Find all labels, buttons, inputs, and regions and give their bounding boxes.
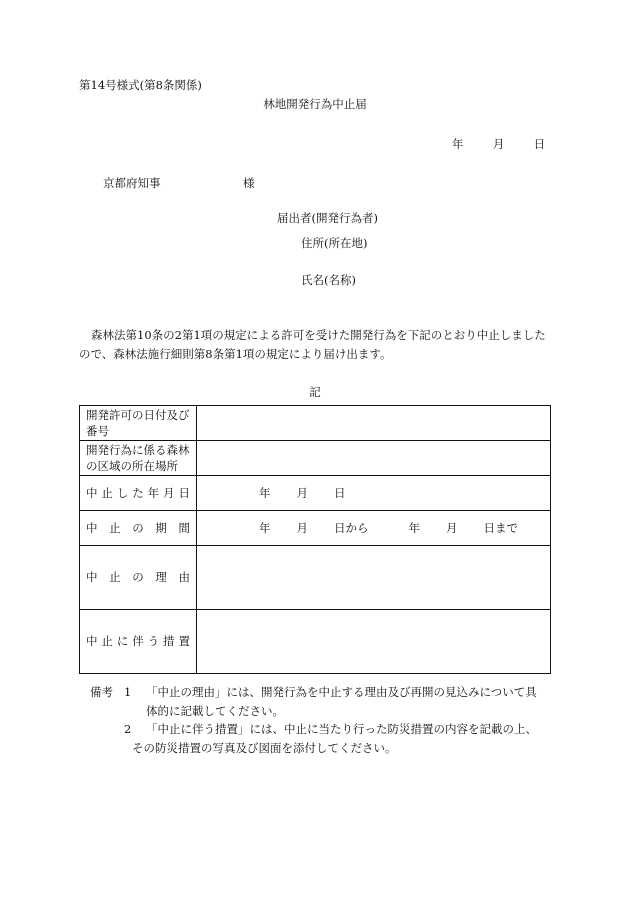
- addressee-name: 京都府知事: [103, 176, 161, 190]
- report-table: [79, 405, 551, 674]
- row-label-reason: 中 止 の 理 由: [80, 546, 197, 610]
- date-month: 月: [492, 137, 505, 151]
- ki-heading: 記: [309, 385, 321, 399]
- remarks: [90, 683, 560, 758]
- note-1-line-2: 体的に記載してください。: [146, 703, 284, 718]
- field-permit[interactable]: [197, 406, 551, 441]
- body-paragraph: [79, 326, 549, 363]
- field-stop-date[interactable]: 年 月 日: [197, 476, 551, 511]
- note-number: 1: [124, 685, 132, 699]
- field-measures[interactable]: [197, 610, 551, 674]
- row-label-location: 開発行為に係る森林 の区域の所在場所: [80, 441, 197, 476]
- row-label-permit: 開発許可の日付及び 番号: [80, 406, 197, 441]
- row-label-stop-period: 中 止 の 期 間: [80, 511, 197, 546]
- form-number: 第14号様式(第8条関係): [79, 78, 202, 92]
- note-2-line-2: その防災措置の写真及び図面を添付してください。: [132, 740, 397, 755]
- table-row: [80, 546, 551, 610]
- table-row: [80, 610, 551, 674]
- applicant-name-label: 氏名(名称): [301, 273, 356, 287]
- table-row: [80, 511, 551, 546]
- body-line-1: 森林法第10条の2第1項の規定による許可を受けた開発行為を下記のとおり中止しました: [91, 328, 546, 342]
- row-label-stop-date: 中 止 し た 年 月 日: [80, 476, 197, 511]
- submission-date: [452, 137, 545, 152]
- field-reason[interactable]: [197, 546, 551, 610]
- applicant-address-label: 住所(所在地): [301, 236, 368, 250]
- field-stop-period[interactable]: 年 月 日から 年 月 日まで: [197, 511, 551, 546]
- page-title: 林地開発行為中止届: [263, 97, 367, 111]
- field-location[interactable]: [197, 441, 551, 476]
- table-row: [80, 441, 551, 476]
- date-year: 年: [452, 137, 464, 151]
- remarks-heading: 備考: [90, 685, 113, 699]
- note-2-line-1: 「中止に伴う措置」には、中止に当たり行った防災措置の内容を記載の上、: [146, 722, 537, 737]
- row-label-measures: 中 止 に 伴 う 措 置: [80, 610, 197, 674]
- note-number: 2: [124, 722, 132, 737]
- body-line-2: ので、森林法施行細則第8条第1項の規定により届け出ます。: [79, 346, 392, 361]
- date-day: 日: [533, 137, 546, 151]
- addressee-honorific: 様: [243, 176, 255, 190]
- table-row: [80, 476, 551, 511]
- applicant-label: 届出者(開発行為者): [277, 211, 378, 225]
- note-1-line-1: 「中止の理由」には、開発行為を中止する理由及び再開の見込みについて具: [146, 685, 537, 699]
- table-row: [80, 406, 551, 441]
